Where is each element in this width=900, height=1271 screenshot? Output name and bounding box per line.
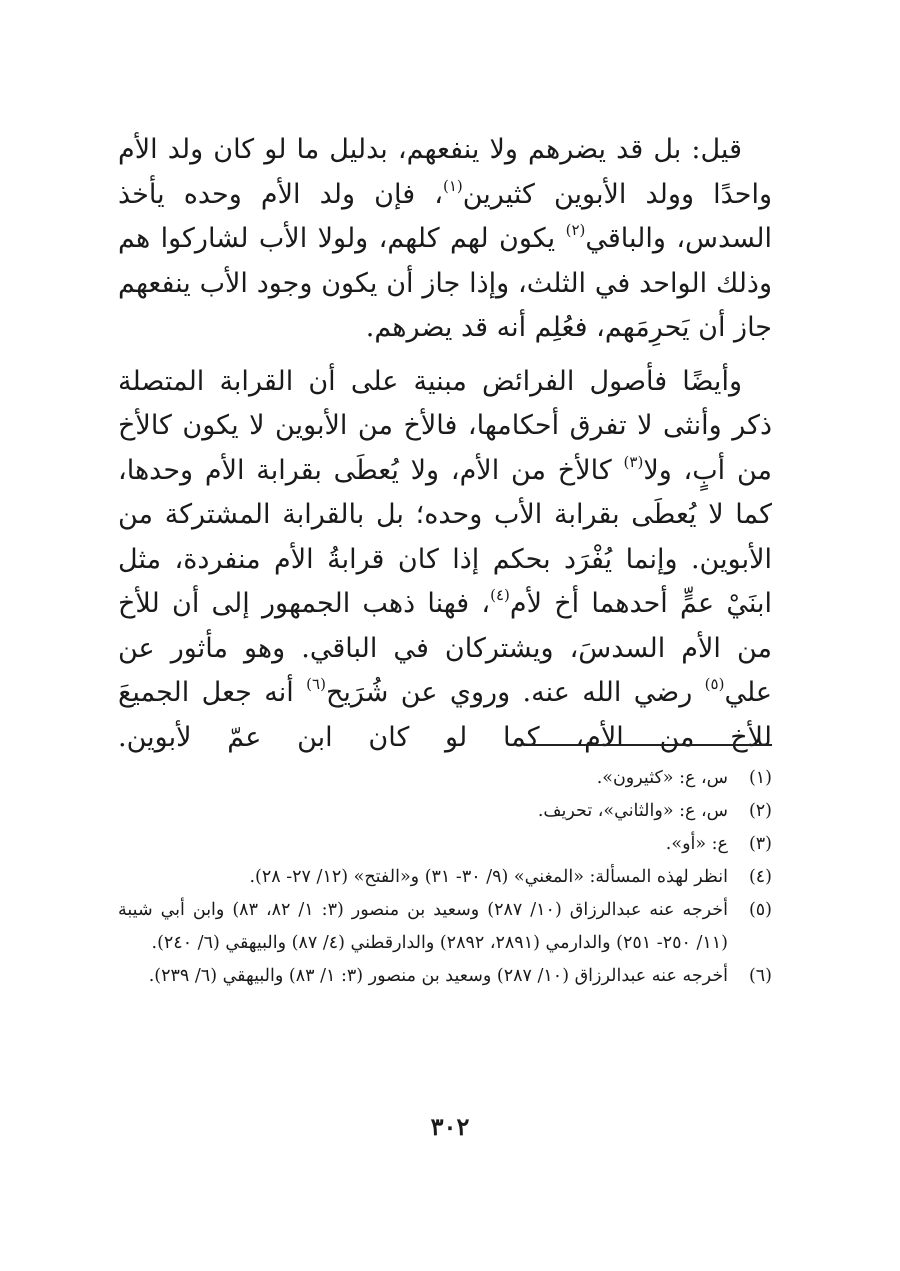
footnotes	[118, 762, 772, 993]
footnote-number: (٦)	[748, 966, 772, 986]
footnote-5	[118, 894, 772, 960]
footnote-1	[118, 762, 772, 795]
footnote-3	[118, 828, 772, 861]
footnote-number: (٤)	[748, 867, 772, 887]
footnote-ref-2: (٢)	[565, 221, 586, 239]
footnote-ref-5: (٥)	[704, 675, 725, 693]
footnote-text: أخرجه عنه عبدالرزاق (١٠/ ٢٨٧) وسعيد بن منصور (٣: ١/ ٨٢، ٨٣) وابن أبي شيبة (١١/ ٢٥٠- ٢٥١) والدارمي (٢٨٩١، ٢٨٩٢) والدارقطني (٤/ ٨٧) والبيهقي (٦/ ٢٤٠).	[118, 900, 728, 953]
text-segment: أنه جعل الجميعَ للأخ من الأم، كما لو كان ابن عمّ لأبوين.	[118, 677, 772, 753]
footnote-number: (٢)	[748, 801, 772, 821]
footnote-text: ع: «أو».	[665, 834, 728, 854]
footnote-number: (٥)	[748, 900, 772, 920]
footnote-divider	[530, 744, 772, 746]
footnote-ref-3: (٣)	[623, 452, 644, 471]
page-number: ٣٠٢	[430, 1112, 470, 1141]
footnote-ref-4: (٤)	[490, 586, 510, 604]
footnote-text: أخرجه عنه عبدالرزاق (١٠/ ٢٨٧) وسعيد بن منصور (٣: ١/ ٨٣) والبيهقي (٦/ ٢٣٩).	[148, 966, 728, 986]
footnote-2	[118, 795, 772, 828]
footnote-text: س، ع: «كثيرون».	[596, 768, 728, 788]
text-segment: كالأخ من الأم، ولا يُعطَى بقرابة الأم وحدها، كما لا يُعطَى بقرابة الأب وحده؛ بل بالقرابة المشتركة من الأبوين. وإنما يُفْرَد بحكم إذا كان قرابةُ الأم منفردة، مثل ابنَيْ عمٍّ أحدهما أخ لأم	[118, 454, 772, 619]
footnote-ref-1: (١)	[442, 176, 463, 195]
paragraph-1	[118, 128, 772, 351]
text-segment: وأيضًا فأصول الفرائض مبنية على أن القرابة المتصلة ذكر وأنثى لا تفرق أحكامها، فالأخ من الأبوين لا يكون كالأخ من أبٍ، ولا	[118, 365, 772, 486]
text-segment: يكون لهم كلهم، ولولا الأب لشاركوا هم وذلك الواحد في الثلث، وإذا جاز أن يكون وجود الأب ينفعهم جاز أن يَحرِمَهم، فعُلِم أنه قد يضرهم.	[118, 223, 772, 343]
text-segment: ، فهنا ذهب الجمهور إلى أن للأخ من الأم السدسَ، ويشتركان في الباقي. وهو مأثور عن علي	[118, 588, 772, 708]
footnote-4	[118, 861, 772, 894]
text-segment: رضي الله عنه. وروي عن شُرَيح	[325, 677, 705, 708]
footnote-text: انظر لهذه المسألة: «المغني» (٩/ ٣٠- ٣١) و«الفتح» (١٢/ ٢٧- ٢٨).	[249, 867, 728, 887]
footnote-ref-6: (٦)	[306, 675, 326, 693]
text-segment: ، فإن ولد الأم وحده يأخذ السدس، والباقي	[118, 178, 772, 254]
footnote-text: س، ع: «والثاني»، تحريف.	[537, 801, 728, 821]
footnote-6	[118, 960, 772, 993]
paragraph-2	[118, 360, 772, 761]
main-text	[118, 128, 772, 769]
footnote-number: (٣)	[748, 834, 772, 854]
text-segment: قيل: بل قد يضرهم ولا ينفعهم، بدليل ما لو كان ولد الأم واحدًا وولد الأبوين كثيرين	[118, 134, 772, 210]
footnote-number: (١)	[748, 768, 772, 788]
